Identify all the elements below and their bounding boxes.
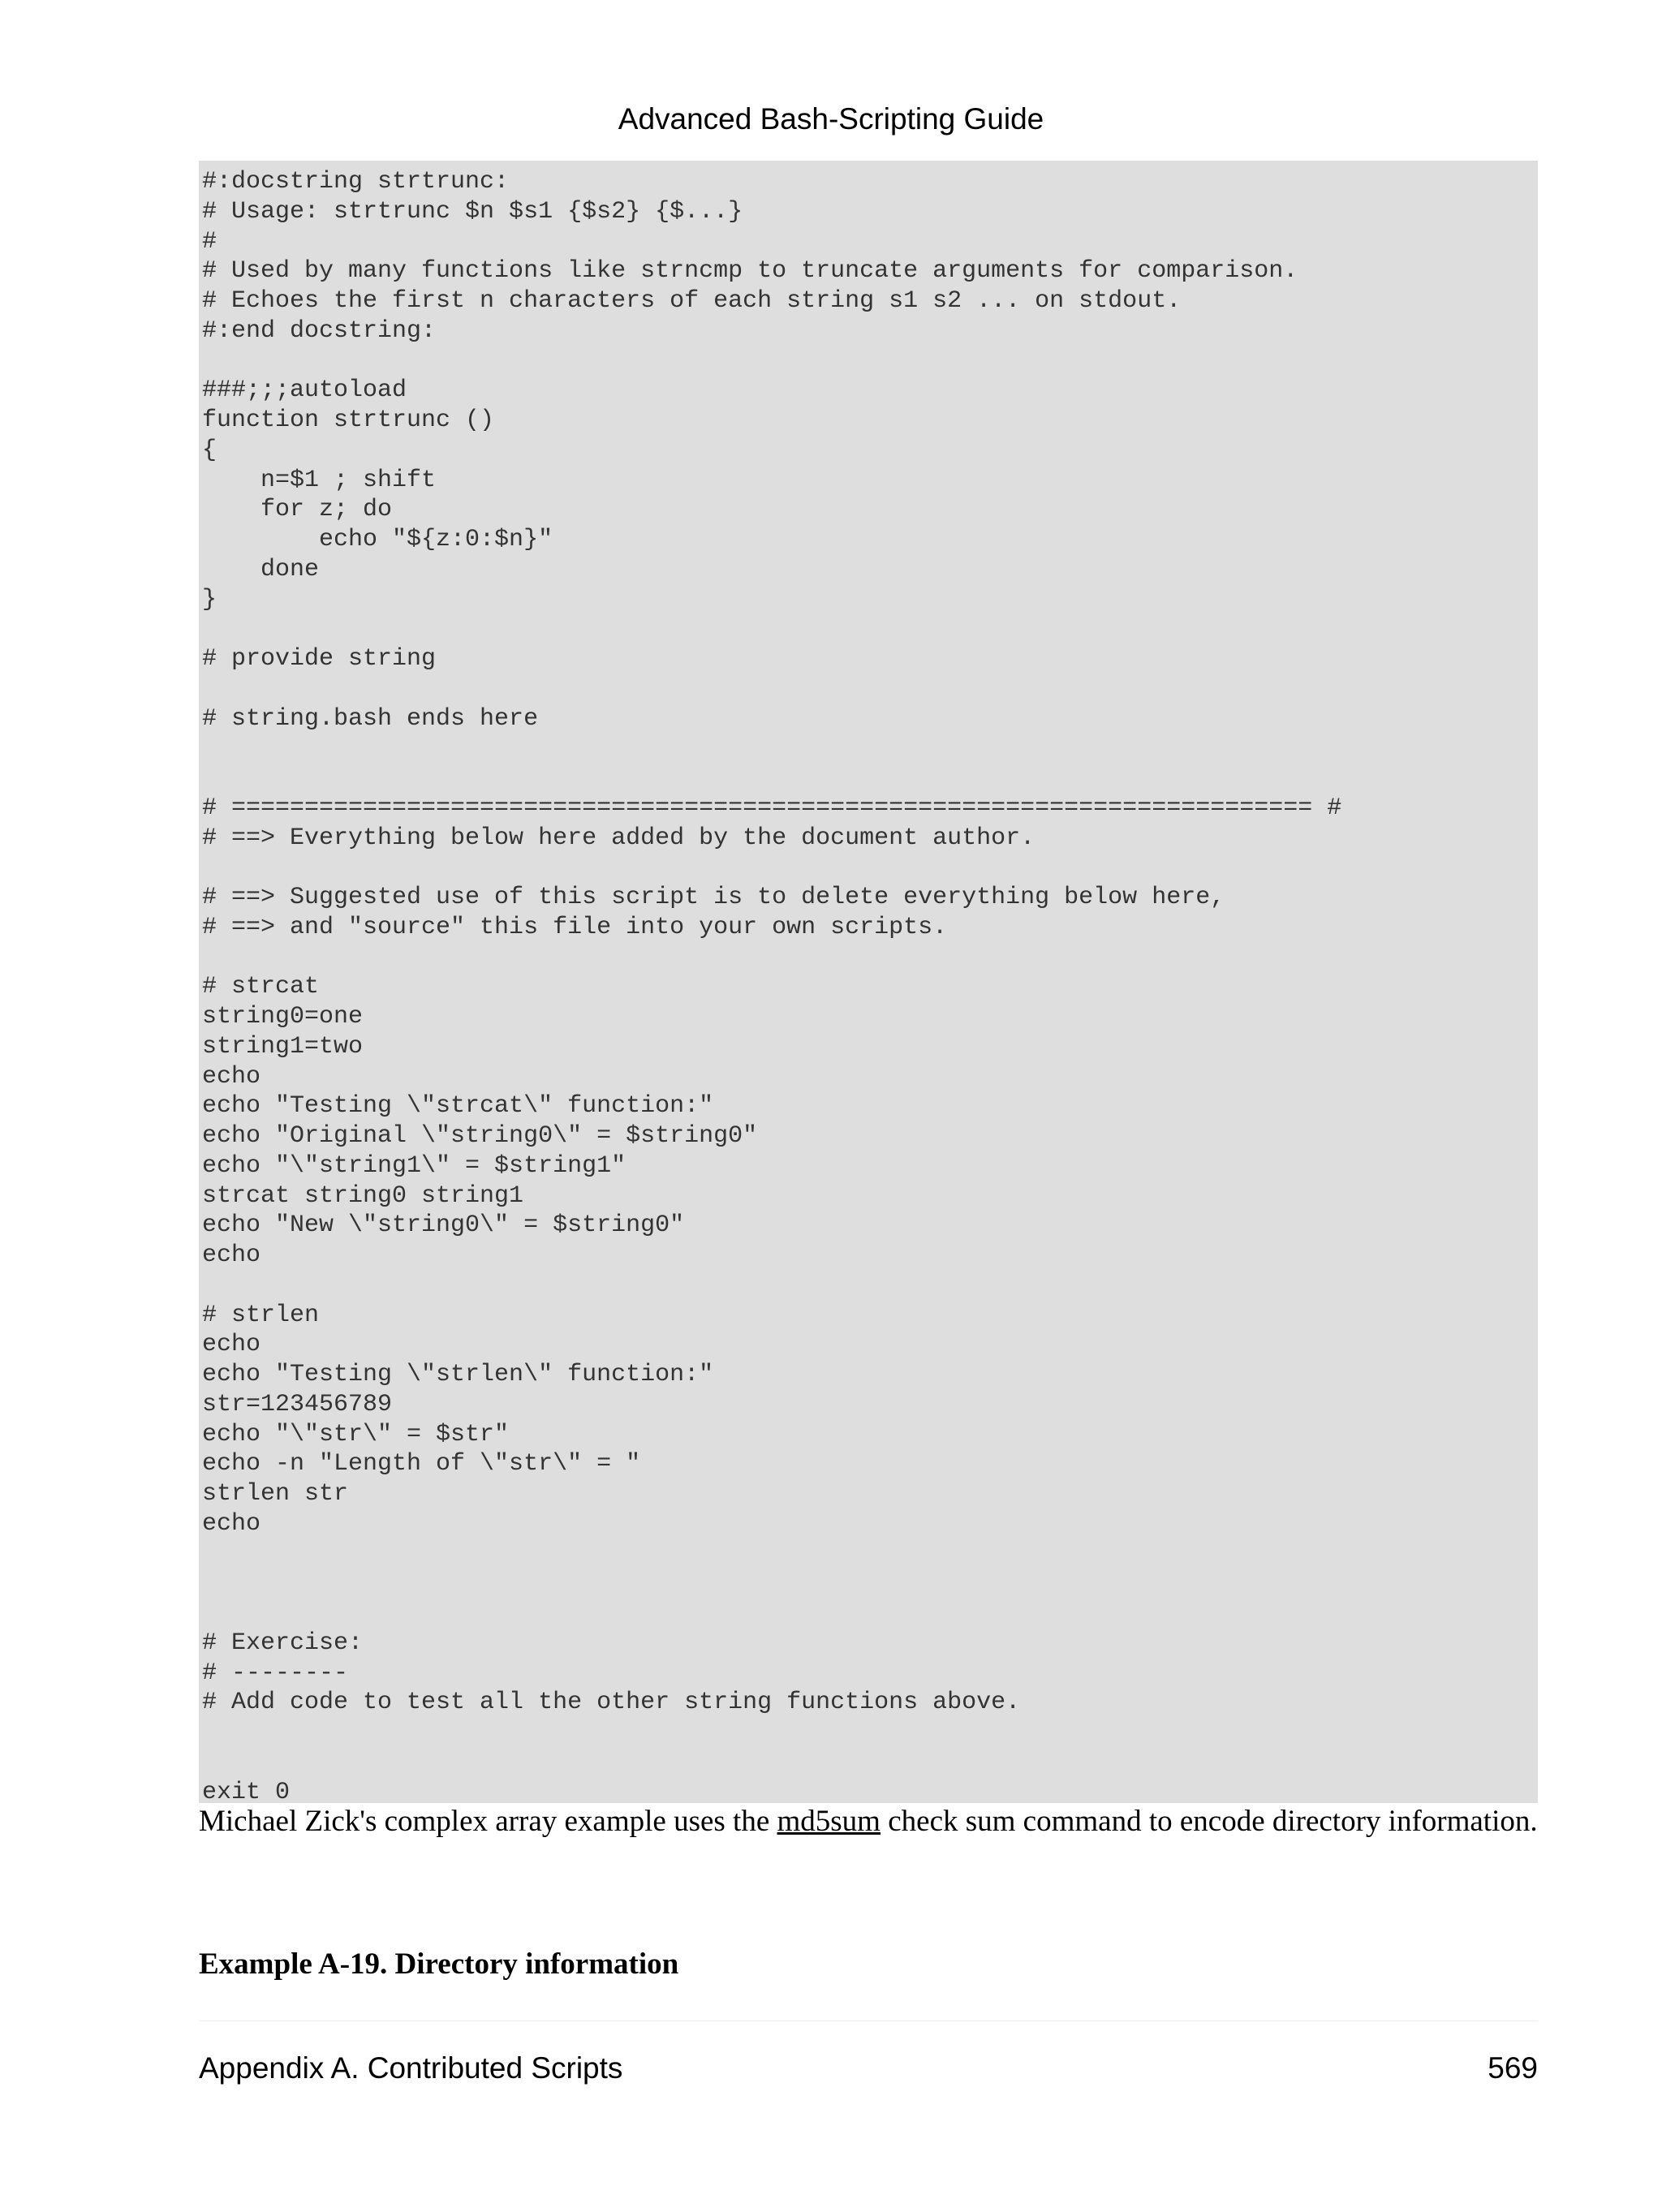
- code-line: for z; do: [202, 496, 393, 524]
- code-line: # provide string: [202, 645, 437, 673]
- example-title: Example A-19. Directory information: [199, 1947, 679, 1981]
- code-line: # string.bash ends here: [202, 704, 539, 733]
- code-line: string1=two: [202, 1032, 364, 1061]
- code-listing: [199, 161, 1538, 1803]
- code-line: echo "${z:0:$n}": [202, 526, 553, 553]
- code-line: strlen str: [202, 1480, 349, 1508]
- code-line: #:docstring strtrunc:: [202, 168, 510, 196]
- code-line: # ==> Everything below here added by the document author.: [202, 824, 1036, 852]
- code-line: # Usage: strtrunc $n $s1 {$s2} {$...}: [202, 197, 743, 226]
- code-line: # --------: [202, 1659, 349, 1687]
- code-line: echo: [202, 1509, 261, 1538]
- code-line: echo "Testing \"strcat\" function:": [202, 1092, 714, 1121]
- code-line: ###;;;autoload: [202, 377, 407, 405]
- code-line: strcat string0 string1: [202, 1181, 524, 1210]
- code-line: echo "Original \"string0\" = $string0": [202, 1122, 758, 1150]
- code-line: # ==> Suggested use of this script is to delete everything below here,: [202, 884, 1225, 911]
- code-line: function strtrunc (): [202, 407, 495, 434]
- code-line: echo: [202, 1331, 261, 1359]
- code-line: echo: [202, 1242, 261, 1269]
- md5sum-link[interactable]: md5sum: [777, 1805, 881, 1838]
- page-header-title: Advanced Bash-Scripting Guide: [618, 102, 1044, 136]
- body-paragraph: [199, 1803, 1538, 1840]
- code-line: echo "Testing \"strlen\" function:": [202, 1361, 714, 1388]
- code-line: {: [202, 436, 217, 464]
- code-line: # strlen: [202, 1301, 320, 1329]
- code-line: # ==> and "source" this file into your own scripts.: [202, 913, 948, 941]
- code-line: # strcat: [202, 973, 320, 1001]
- code-line: # Used by many functions like strncmp to truncate arguments for comparison.: [202, 257, 1298, 286]
- code-line: # Exercise:: [202, 1629, 364, 1657]
- code-line: done: [202, 555, 320, 583]
- code-line: echo "\"string1\" = $string1": [202, 1151, 626, 1180]
- footer-divider: [199, 2020, 1538, 2021]
- code-line: echo -n "Length of \"str\" = ": [202, 1450, 641, 1478]
- paragraph-text-before-link: Michael Zick's complex array example uses the: [199, 1805, 777, 1838]
- code-line: #: [202, 227, 217, 256]
- code-line: n=$1 ; shift: [202, 466, 437, 494]
- code-line: }: [202, 585, 217, 613]
- paragraph-text-after-link: check sum command to encode directory information.: [880, 1805, 1538, 1838]
- footer-page-number: 569: [1488, 2051, 1538, 2085]
- code-line: string0=one: [202, 1003, 364, 1031]
- code-line: # Add code to test all the other string functions above.: [202, 1689, 1021, 1717]
- footer-section-title: Appendix A. Contributed Scripts: [199, 2051, 623, 2085]
- code-line: str=123456789: [202, 1390, 393, 1418]
- code-line: # ========================================================================== #: [202, 794, 1342, 822]
- code-line: echo "New \"string0\" = $string0": [202, 1211, 685, 1240]
- code-line: #:end docstring:: [202, 316, 437, 345]
- code-line: echo: [202, 1062, 261, 1091]
- code-line: # Echoes the first n characters of each string s1 s2 ... on stdout.: [202, 287, 1182, 315]
- code-line: exit 0: [202, 1778, 291, 1803]
- code-line: echo "\"str\" = $str": [202, 1420, 510, 1448]
